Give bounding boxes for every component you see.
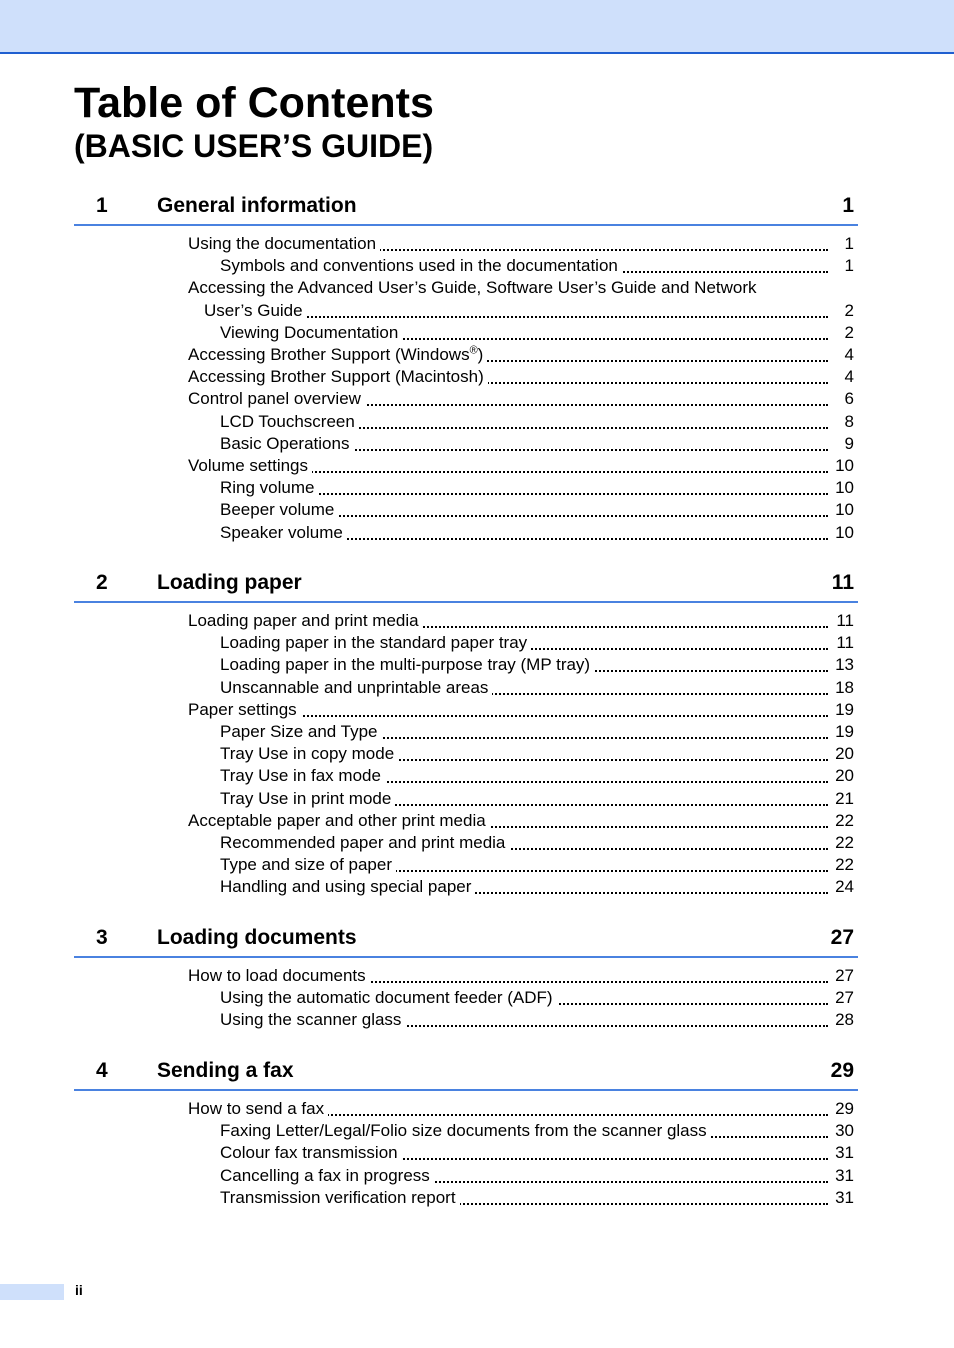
footer-page-number: ii [75,1282,83,1298]
toc-entry-page: 20 [835,744,854,764]
toc-entry-page: 8 [844,411,854,431]
chapter-page-number: 29 [830,1059,854,1082]
toc-entry[interactable] [220,1142,854,1164]
toc-entry-page: 27 [835,988,854,1008]
toc-entry-title [204,301,307,320]
toc-entry[interactable] [204,300,854,322]
toc-entry-title [220,833,509,852]
toc-entry[interactable] [188,233,854,255]
toc-entry-text: Paper settings [188,699,297,719]
toc-entry[interactable] [220,477,854,499]
toc-entry-page: 31 [835,1187,854,1207]
chapter-heading[interactable] [74,571,858,603]
toc-entry-page: 4 [844,345,854,364]
toc-entry-text: Accessing Brother Support (Macintosh) [188,367,484,387]
toc-entry-title [188,611,423,630]
toc-entry[interactable] [188,1098,854,1120]
toc-entry-page: 27 [835,966,854,985]
toc-entry[interactable] [220,632,854,654]
toc-entry-title [220,1143,402,1162]
toc-entry-page: 31 [835,1143,854,1163]
toc-entry[interactable] [220,721,854,743]
toc-entry-text: Acceptable paper and other print media [188,810,486,830]
chapter-number: 4 [96,1059,108,1082]
toc-entry-page: 1 [844,256,854,276]
toc-entry-title [188,367,488,386]
toc-entry-title [220,434,353,453]
toc-entry-text-suffix: ) [477,345,484,364]
toc-entry-text: Loading paper in the multi-purpose tray (MP tray) [220,655,591,675]
toc-entry-text: Tray Use in fax mode [220,766,381,786]
toc-entry[interactable] [220,743,854,765]
toc-entry-title [220,478,319,497]
toc-entry-page: 21 [835,788,854,808]
toc-entry-title [188,700,301,719]
toc-entry-text: How to load documents [188,966,366,985]
toc-entry-title [220,789,395,808]
toc-entry-title [188,389,365,408]
toc-entry-text: Using the automatic document feeder (ADF) [220,988,553,1008]
toc-entry-text: Tray Use in copy mode [220,744,395,764]
toc-entry[interactable] [220,1165,854,1187]
toc-entry-title [220,744,398,763]
toc-entry-page: 2 [844,300,854,320]
chapter-title: General information [157,194,357,217]
toc-entry-page: 10 [835,478,854,498]
toc-entry-text: Colour fax transmission [220,1143,398,1163]
toc-entry-title [220,766,385,785]
toc-entry-title [220,655,594,674]
toc-entry-page: 9 [844,433,854,453]
toc-entry-text: Speaker volume [220,522,343,542]
toc-entry[interactable] [220,876,854,898]
toc-entry[interactable] [220,522,854,544]
toc-entry-page: 24 [835,877,854,897]
registered-mark: ® [469,344,478,357]
toc-entry-title [220,1121,711,1140]
toc-entry-text: How to send a fax [188,1099,325,1118]
toc-entry-page: 10 [835,456,854,475]
toc-entry-page: 22 [835,810,854,830]
toc-entry[interactable] [220,832,854,854]
toc-entry-text: Control panel overview [188,389,361,409]
chapter-title: Loading paper [157,571,302,594]
toc-entry-text: Using the documentation [188,234,377,253]
toc-entry[interactable] [220,654,854,676]
chapter-number: 2 [96,571,108,594]
toc-entry[interactable] [220,1009,854,1031]
chapter-title: Sending a fax [157,1059,294,1082]
toc-entry-page: 22 [835,833,854,852]
toc-entry[interactable] [188,388,854,410]
page-title: Table of Contents [74,79,434,127]
toc-entry-title [220,722,382,741]
chapter-heading[interactable] [74,194,858,226]
toc-entry-text: Tray Use in print mode [220,788,392,808]
chapter-number: 1 [96,194,108,217]
toc-entry-text: Ring volume [220,478,315,498]
header-band [0,0,954,54]
toc-entry-title [188,811,490,830]
toc-entry-line[interactable]: Accessing the Advanced User’s Guide, Software User’s Guide and Network [188,278,757,298]
toc-entry-page: 28 [835,1010,854,1030]
toc-entry-text: Loading paper and print media [188,611,419,630]
toc-entry[interactable] [220,765,854,787]
toc-entry-text: Using the scanner glass [220,1010,402,1030]
toc-entry-text: Type and size of paper [220,855,393,875]
toc-entry-title [220,855,396,874]
toc-entry-page: 4 [844,367,854,387]
toc-entry-text: Symbols and conventions used in the documentation [220,256,618,276]
toc-entry-text: Basic Operations [220,433,350,453]
toc-entry-text: Cancelling a fax in progress [220,1165,430,1185]
toc-entry-text: Faxing Letter/Legal/Folio size documents from the scanner glass [220,1121,707,1141]
toc-entry[interactable] [220,1187,854,1209]
toc-entry-title [220,633,531,652]
toc-entry-page: 19 [835,699,854,719]
toc-entry-title [220,523,347,542]
toc-entry-text: LCD Touchscreen [220,411,355,431]
toc-entry-page: 11 [836,611,854,630]
toc-entry-title [188,234,380,253]
toc-entry-title [188,456,312,475]
toc-entry-title [220,500,338,519]
toc-entry-text: Loading paper in the standard paper tray [220,633,528,653]
toc-entry[interactable] [220,433,854,455]
toc-entry-page: 18 [835,677,854,697]
toc-entry-text: Transmission verification report [220,1187,456,1207]
toc-entry[interactable] [220,1120,854,1142]
footer-bar [0,1284,64,1300]
toc-entry[interactable] [220,322,854,344]
toc-entry-title [220,988,557,1007]
chapter-page-number: 27 [830,926,854,949]
toc-entry-page: 22 [835,855,854,875]
toc-entry-text: Volume settings [188,456,309,475]
toc-entry-text: Accessing Brother Support (Windows [188,345,470,364]
toc-entry[interactable] [188,699,854,721]
toc-entry-page: 20 [835,766,854,786]
toc-entry[interactable] [220,788,854,810]
toc-entry-title [220,678,492,697]
toc-entry[interactable] [188,610,854,632]
toc-entry-title [220,877,475,896]
chapter-number: 3 [96,926,108,949]
toc-entry[interactable] [220,677,854,699]
toc-entry[interactable] [188,965,854,987]
page-subtitle: (BASIC USER’S GUIDE) [74,128,434,164]
toc-entry-page: 10 [835,522,854,542]
toc-entry[interactable] [220,854,854,876]
toc-entry-page: 6 [844,389,854,409]
toc-entry-text: Recommended paper and print media [220,833,506,852]
toc-entry-page: 13 [835,655,854,675]
toc-entry-title [188,1099,328,1118]
chapter-heading[interactable] [74,1059,858,1091]
toc-entry-title [220,256,622,275]
toc-entry-title [220,412,359,431]
toc-entry-page: 29 [835,1099,854,1118]
chapter-page-number: 1 [842,194,854,217]
toc-entry-title [188,345,487,364]
chapter-page-number: 11 [831,571,854,594]
toc-entry[interactable] [220,255,854,277]
toc-entry-page: 31 [835,1165,854,1185]
toc-entry[interactable] [220,499,854,521]
toc-entry-title [220,1166,434,1185]
chapter-heading[interactable] [74,926,858,958]
toc-entry-title [188,966,370,985]
toc-entry[interactable] [220,987,854,1009]
toc-entry[interactable] [188,366,854,388]
toc-entry-page: 19 [835,722,854,741]
toc-entry-title [220,1010,405,1029]
toc-entry[interactable] [188,344,854,366]
toc-entry-text: Unscannable and unprintable areas [220,677,489,697]
toc-entry-text: Viewing Documentation [220,322,399,342]
toc-entry-page: 30 [835,1121,854,1141]
toc-entry-page: 2 [844,322,854,342]
toc-entry-page: 11 [836,633,854,653]
toc-entry-text: Paper Size and Type [220,722,378,741]
chapter-title: Loading documents [157,926,357,949]
toc-entry[interactable] [188,810,854,832]
toc-entry[interactable] [220,411,854,433]
toc-entry[interactable] [188,455,854,477]
toc-entry-text: Handling and using special paper [220,877,472,897]
toc-entry-title [220,323,402,342]
toc-entry-page: 1 [844,234,854,253]
toc-entry-text: User’s Guide [204,300,303,320]
toc-entry-text: Beeper volume [220,500,335,520]
toc-entry-page: 10 [835,500,854,520]
toc-entry-title [220,1188,460,1207]
